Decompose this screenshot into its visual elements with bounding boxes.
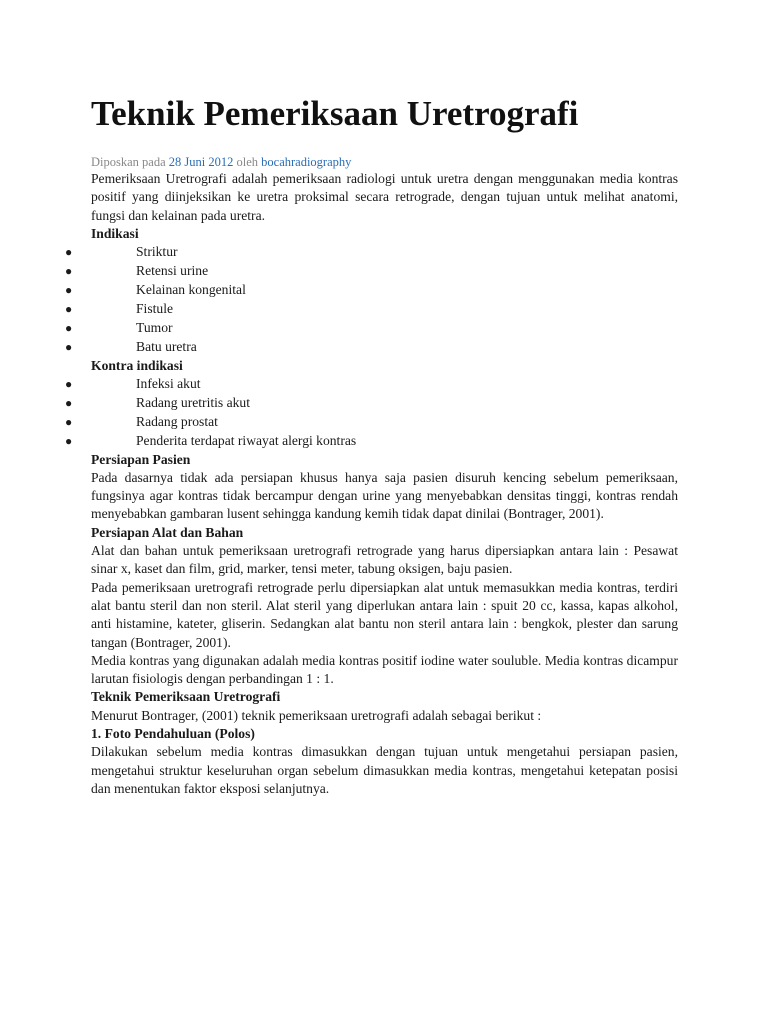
list-item xyxy=(65,319,678,338)
bullet-icon: ● xyxy=(65,301,73,316)
author-link[interactable]: bocahradiography xyxy=(261,155,352,169)
list-item xyxy=(65,413,678,432)
posted-by: oleh xyxy=(236,155,259,169)
teknik-heading: Teknik Pemeriksaan Uretrografi xyxy=(91,689,281,705)
post-content xyxy=(65,92,678,798)
post-date-link[interactable]: 28 Juni 2012 xyxy=(168,155,234,169)
list-item xyxy=(65,243,678,262)
kontra-heading: Kontra indikasi xyxy=(91,357,183,373)
persiapan-alat-heading: Persiapan Alat dan Bahan xyxy=(91,524,244,540)
bullet-icon: ● xyxy=(65,433,73,448)
list-item xyxy=(65,394,678,413)
foto-pendahuluan-paragraph: Dilakukan sebelum media kontras dimasukkan dengan tujuan untuk mengetahui persiapan pasien, mengetahui struktur keseluruhan organ sebelum dimasukkan media kontras, mengetahui ketepatan posisi dan menentukan faktor eksposi selanjutnya. xyxy=(91,744,678,796)
bullet-icon: ● xyxy=(65,245,73,260)
list-item-text: Penderita terdapat riwayat alergi kontras xyxy=(136,432,357,448)
list-item-text: Fistule xyxy=(136,300,174,316)
list-item-text: Retensi urine xyxy=(136,263,209,279)
post-meta xyxy=(91,154,678,170)
indikasi-list xyxy=(65,243,678,356)
bullet-icon: ● xyxy=(65,264,73,279)
post-title: Teknik Pemeriksaan Uretrografi xyxy=(91,94,579,133)
list-item-text: Striktur xyxy=(136,244,178,260)
indikasi-heading: Indikasi xyxy=(91,225,139,241)
foto-pendahuluan-heading: 1. Foto Pendahuluan (Polos) xyxy=(91,726,255,741)
posted-prefix: Diposkan pada xyxy=(91,155,166,169)
list-item xyxy=(65,300,678,319)
bullet-icon: ● xyxy=(65,376,73,391)
list-item-text: Infeksi akut xyxy=(136,375,201,391)
list-item xyxy=(65,262,678,281)
bullet-icon: ● xyxy=(65,283,73,297)
persiapan-alat-paragraph-1: Alat dan bahan untuk pemeriksaan uretrografi retrograde yang harus dipersiapkan antara lain : Pesawat sinar x, kaset dan film, grid, marker, tensi meter, tabung oksigen, baju pasien. xyxy=(91,543,678,577)
list-item-text: Radang prostat xyxy=(136,413,218,429)
kontra-list xyxy=(65,375,678,451)
list-item xyxy=(65,338,678,357)
list-item xyxy=(65,281,678,300)
persiapan-alat-paragraph-2: Pada pemeriksaan uretrografi retrograde perlu dipersiapkan alat untuk memasukkan media kontras, terdiri alat bantu steril dan non steril. Alat steril yang diperlukan antara lain : spuit 20 cc, kassa, kapas alkohol, anti histamine, kateter, gliserin. Sedangkan alat bantu non steril antara lain : bengkok, plester dan sarung tangan (Bontrager, 2001). xyxy=(91,579,678,650)
bullet-icon: ● xyxy=(65,339,73,354)
list-item xyxy=(65,432,678,451)
list-item-text: Tumor xyxy=(136,319,173,335)
list-item xyxy=(65,375,678,394)
list-item-text: Radang uretritis akut xyxy=(136,394,251,410)
bullet-icon: ● xyxy=(65,320,73,335)
bullet-icon: ● xyxy=(65,414,73,429)
list-item-text: Batu uretra xyxy=(136,338,197,354)
persiapan-alat-paragraph-3: Media kontras yang digunakan adalah media kontras positif iodine water souluble. Media kontras dicampur larutan fisiologis dengan perbandingan 1 : 1. xyxy=(91,652,678,687)
teknik-paragraph: Menurut Bontrager, (2001) teknik pemeriksaan uretrografi adalah sebagai berikut : xyxy=(91,707,542,723)
persiapan-pasien-paragraph: Pada dasarnya tidak ada persiapan khusus hanya saja pasien disuruh kencing sebelum pemeriksaan, fungsinya agar kontras tidak bercampur dengan urine yang menyebabkan densitas tinggi, kontras rendah menyebabkan gambaran lusent sehingga kandung kemih tidak dapat dinilai (Bontrager, 2001). xyxy=(91,469,678,522)
list-item-text: Kelainan kongenital xyxy=(136,282,246,297)
bullet-icon: ● xyxy=(65,395,73,410)
persiapan-pasien-heading: Persiapan Pasien xyxy=(91,451,191,467)
intro-paragraph: Pemeriksaan Uretrografi adalah pemeriksaan radiologi untuk uretra dengan menggunakan media kontras positif yang diinjeksikan ke uretra proksimal secara retrograde, dengan tujuan untuk melihat anatomi, fungsi dan kelainan pada uretra. xyxy=(91,171,678,223)
